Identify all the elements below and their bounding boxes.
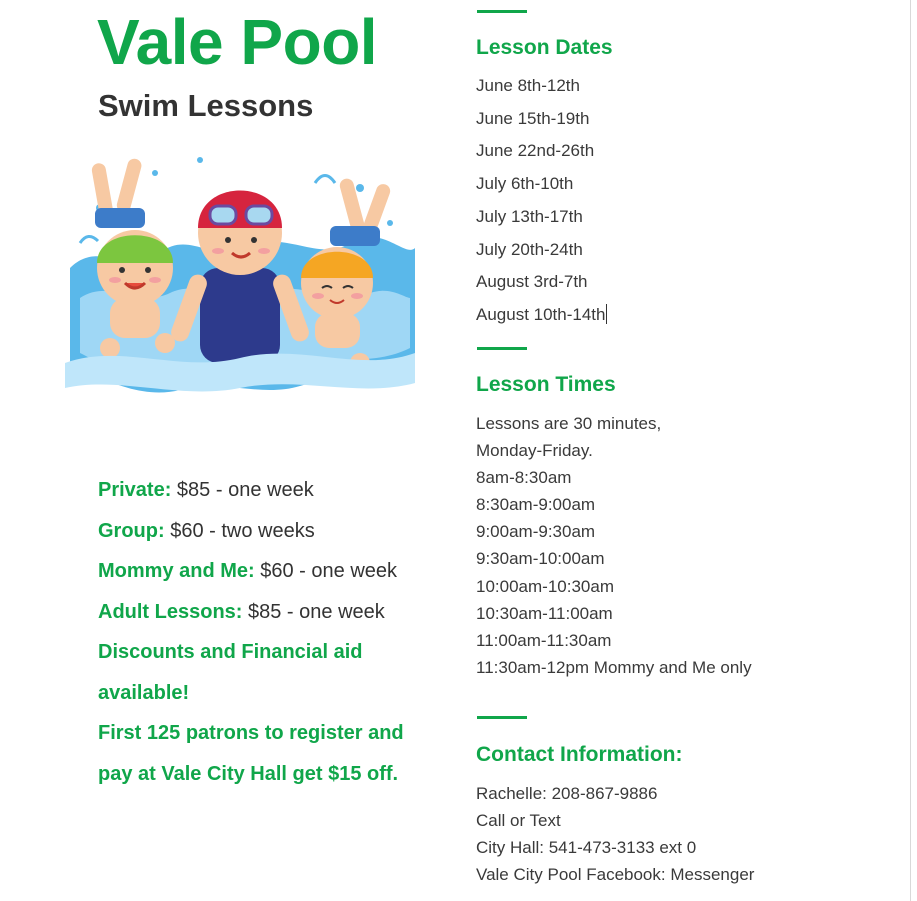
pricing-list [98,470,428,794]
list-item: 8am-8:30am [476,468,572,488]
list-item: 11:00am-11:30am [476,630,612,650]
list-item: Vale City Pool Facebook: Messenger [476,865,755,884]
price-value: $60 - one week [254,560,398,582]
lesson-dates-heading: Lesson Dates [476,36,613,59]
list-item: August 3rd-7th [476,272,588,292]
lesson-times-heading: Lesson Times [476,373,616,396]
section-divider [477,716,527,719]
list-item: July 13th-17th [476,206,583,226]
price-adult [98,592,428,633]
page-edge-divider [910,0,911,901]
discount-note: Discounts and Financial aid available! [98,641,363,704]
contact-list [476,780,754,888]
list-item-text[interactable]: August 10th-14th [476,304,606,324]
list-item: June 15th-19th [476,108,590,128]
contact-heading: Contact Information: [476,743,683,766]
list-item: Lessons are 30 minutes, [476,414,662,433]
list-item: June 22nd-26th [476,141,595,161]
list-item: 8:30am-9:00am [476,495,596,515]
price-mommy-and-me [98,551,428,592]
text-cursor [606,304,607,324]
list-item-with-caret[interactable] [476,299,607,332]
price-group [98,511,428,552]
page-subtitle: Swim Lessons [98,88,314,123]
list-item: Rachelle: 208-867-9886 [476,784,658,803]
price-value: $85 - one week [171,479,314,501]
price-label: Mommy and Me: [98,560,255,582]
list-item: 10:00am-10:30am [476,576,614,596]
list-item: 11:30am-12pm Mommy and Me only [476,657,752,677]
list-item: 9:00am-9:30am [476,522,596,542]
list-item: July 6th-10th [476,174,574,194]
price-label: Group: [98,519,165,542]
list-item: Monday-Friday. [476,441,593,461]
register-discount-note: First 125 patrons to register and pay at Vale City Hall get $15 off. [98,722,404,785]
lesson-dates-list [476,70,607,332]
price-private [98,470,428,511]
price-label: Private: [98,479,172,501]
list-item: 10:30am-11:00am [476,603,613,623]
price-label: Adult Lessons: [98,600,243,623]
list-item: 9:30am-10:00am [476,549,605,569]
page-title: Vale Pool [97,6,378,78]
section-divider [477,347,527,350]
swimming-kids-illustration [60,148,420,398]
price-value: $60 - two weeks [164,519,315,542]
section-divider [477,10,527,13]
list-item: June 8th-12th [476,76,580,95]
price-value: $85 - one week [242,600,385,623]
lesson-times-list [476,410,752,681]
list-item: July 20th-24th [476,239,583,259]
list-item: City Hall: 541-473-3133 ext 0 [476,838,697,857]
list-item: Call or Text [476,811,561,830]
